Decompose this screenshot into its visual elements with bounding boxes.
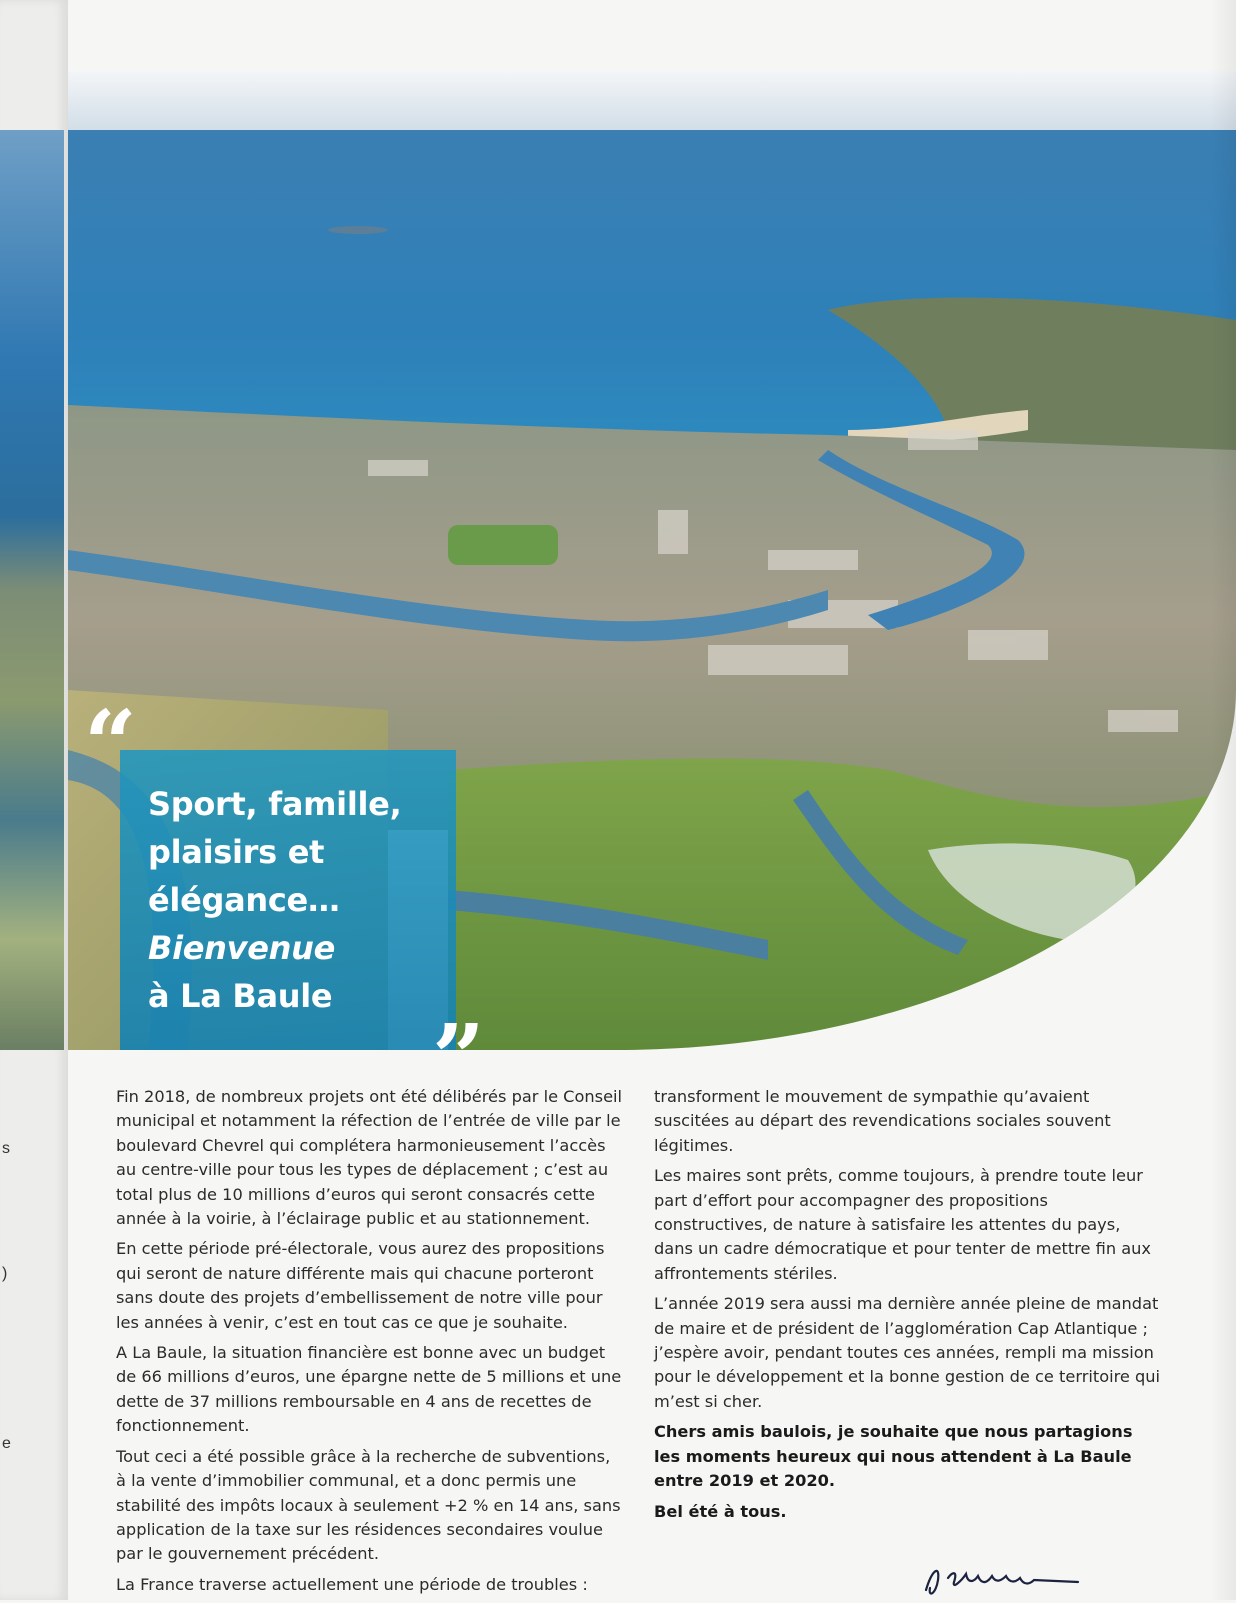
closing-greeting: Chers amis baulois, je souhaite que nous partagions les moments heureux qui nous attendent à La Baule entre 2019 et 2020. xyxy=(654,1422,1133,1491)
pull-quote-line: Sport, famille, xyxy=(148,785,402,823)
pull-quote xyxy=(148,780,448,1020)
article-paragraph: A La Baule, la situation financière est bonne avec un budget de 66 millions d’euros, une épargne nette de 5 millions et une dette de 37 millions remboursable en 4 ans de recettes de fonctionnement. xyxy=(116,1343,622,1436)
pull-quote-line: Bienvenue xyxy=(148,929,335,967)
previous-page-text-fragment: ) xyxy=(2,1265,8,1282)
closing-wish: Bel été à tous. xyxy=(654,1501,787,1521)
article-left-column xyxy=(116,1085,624,1603)
small-island xyxy=(328,226,388,234)
article-paragraph: L’année 2019 sera aussi ma dernière année pleine de mandat de maire et de président de l’agglomération Cap Atlantique ; j’espère avoir, pendant toutes ces années, rempli ma mission pour le développement et la bonne gestion de ce territoire qui m’est si cher. xyxy=(654,1294,1161,1411)
article-right-column xyxy=(654,1085,1162,1530)
article-paragraph: transforment le mouvement de sympathie qu’avaient suscitées au départ des revendications sociales souvent légitimes. xyxy=(654,1087,1111,1155)
open-quote-icon: “ xyxy=(84,690,137,798)
previous-page-edge xyxy=(0,0,68,1600)
article-paragraph: Fin 2018, de nombreux projets ont été délibérés par le Conseil municipal et notamment la réfection de l’entrée de ville par le boulevard Chevrel qui complétera harmonieusement l’accès au centre-ville pour tous les types de déplacement ; c’est au total plus de 10 millions d’euros qui seront consacrés cette année à la voirie, à l’éclairage public et au stationnement. xyxy=(116,1087,623,1229)
article-paragraph: En cette période pré-électorale, vous aurez des propositions qui seront de nature différente mais qui chacune porteront sans doute des projets d’embellissement de notre ville pour les années à venir, c’est en tout cas ce que je souhaite. xyxy=(116,1239,605,1332)
previous-page-text-fragment: s xyxy=(2,1140,10,1157)
article-paragraph: La France traverse actuellement une période de troubles : xyxy=(116,1574,588,1594)
article-paragraph: Les maires sont prêts, comme toujours, à prendre toute leur part d’effort pour accompagner des propositions constructives, de nature à satisfaire les attentes du pays, dans un cadre démocratique et pour tenter de mettre fin aux affrontements stériles. xyxy=(654,1166,1151,1283)
sports-field xyxy=(448,525,558,565)
previous-page-photo-strip xyxy=(0,130,64,1050)
previous-page-text-fragment: e xyxy=(2,1435,11,1452)
page-gutter-shadow xyxy=(1210,0,1236,1600)
pull-quote-line: à La Baule xyxy=(148,977,333,1015)
article-paragraph: Tout ceci a été possible grâce à la recherche de subventions, à la vente d’immobilier communal, et a donc permis une stabilité des impôts locaux à seulement +2 % en 14 ans, sans application de la taxe sur les résidences secondaires voulue par le gouvernement précédent. xyxy=(116,1446,621,1564)
handwritten-signature xyxy=(918,1560,1098,1600)
close-quote-icon: ” xyxy=(432,1004,485,1112)
pull-quote-line: élégance… xyxy=(148,881,340,919)
pull-quote-line: plaisirs et xyxy=(148,833,325,871)
